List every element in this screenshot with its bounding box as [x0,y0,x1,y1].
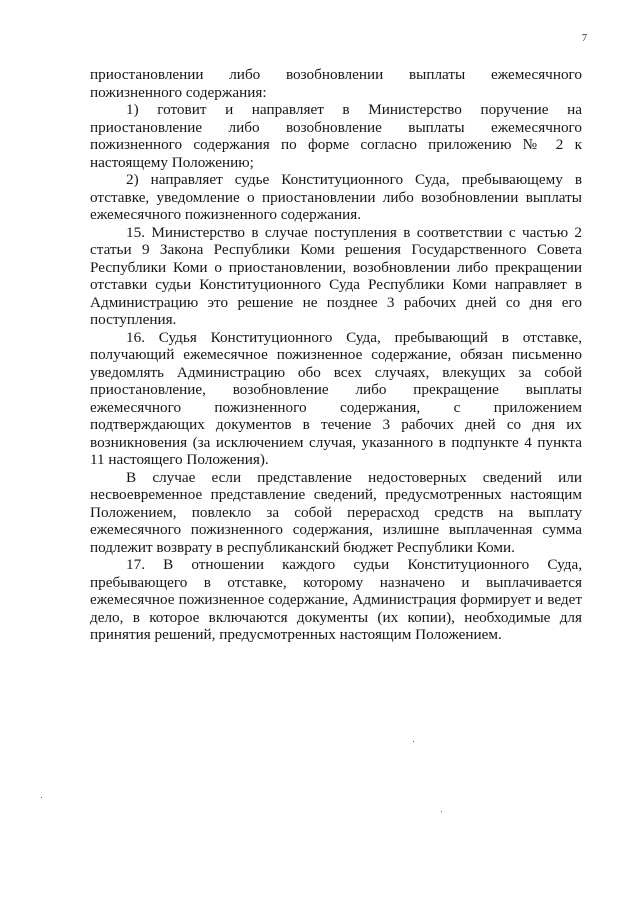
paragraph-subitem-2: 2) направляет судье Конституционного Суда, пребывающему в отставке, уведомление о приостановлении либо возобновлении выплаты ежемесячного пожизненного содержания. [90,171,582,223]
scan-speck [441,811,442,812]
paragraph-item-16-overpayment: В случае если представление недостоверных сведений или несвоевременное представление сведений, предусмотренных настоящим Положением, повлекло за собой перерасход средств на выплату ежемесячного пожизненного содержания, излишне выплаченная сумма подлежит возврату в республиканский бюджет Республики Коми. [90,468,582,556]
paragraph-continuation: приостановлении либо возобновлении выплаты ежемесячного пожизненного содержания: [90,66,582,101]
paragraph-item-15: 15. Министерство в случае поступления в соответствии с частью 2 статьи 9 Закона Республики Коми решения Государственного Совета Республики Коми о приостановлении, возобновлении либо прекращении отставки судьи Конституционного Суда Республики Коми направляет в Администрацию это решение не позднее 3 рабочих дней со дня его поступления. [90,223,582,328]
paragraph-item-16: 16. Судья Конституционного Суда, пребывающий в отставке, получающий ежемесячное пожизненное содержание, обязан письменно уведомлять Администрацию обо всех случаях, влекущих за собой приостановление, возобновление либо прекращение выплаты ежемесячного пожизненного содержания, с приложением подтверждающих документов в течение 3 рабочих дней со дня их возникновения (за исключением случая, указанного в подпункте 4 пункта 11 настоящего Положения). [90,328,582,468]
paragraph-item-17: 17. В отношении каждого судьи Конституционного Суда, пребывающего в отставке, которому назначено и выплачивается ежемесячное пожизненное содержание, Администрация формирует и ведет дело, в которое включаются документы (их копии), необходимые для принятия решений, предусмотренных настоящим Положением. [90,556,582,643]
paragraph-subitem-1: 1) готовит и направляет в Министерство поручение на приостановление либо возобновление выплаты ежемесячного пожизненного содержания по форме согласно приложению № 2 к настоящему Положению; [90,101,582,171]
scan-speck [41,797,42,798]
scan-speck [413,741,414,742]
page-number: 7 [582,33,587,44]
document-body [90,66,582,644]
